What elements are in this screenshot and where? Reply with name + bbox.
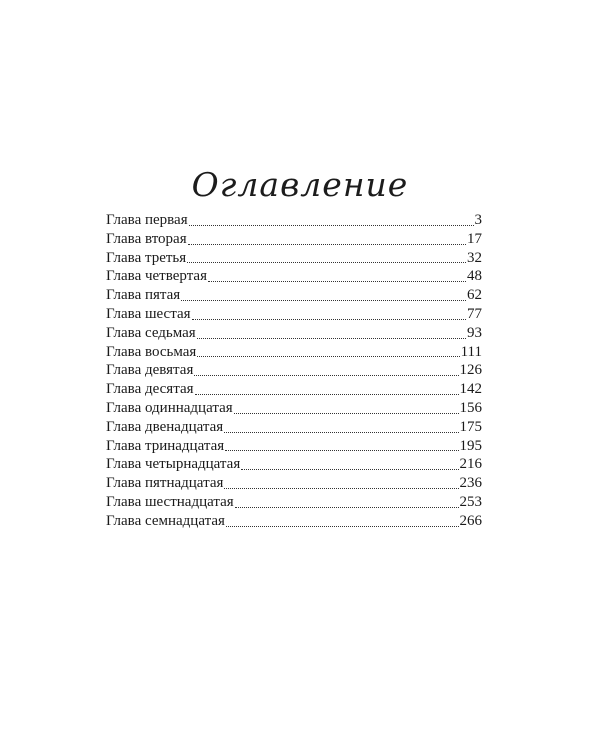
toc-entry-label: Глава восьмая — [106, 343, 197, 360]
toc-entry-label: Глава пятнадцатая — [106, 475, 224, 492]
toc-entry[interactable] — [106, 211, 482, 230]
dot-leader — [197, 356, 459, 357]
dot-leader — [234, 413, 459, 414]
dot-leader — [224, 432, 458, 433]
toc-entry[interactable] — [106, 249, 482, 268]
toc-entry-page: 77 — [467, 305, 482, 322]
dot-leader — [188, 244, 466, 245]
toc-entry-page: 62 — [467, 287, 482, 304]
toc-entry-label: Глава вторая — [106, 230, 187, 247]
dot-leader — [225, 450, 458, 451]
dot-leader — [192, 319, 466, 320]
toc-entry-page: 32 — [467, 249, 482, 266]
toc-entry-page: 48 — [467, 268, 482, 285]
toc-entry[interactable] — [106, 267, 482, 286]
dot-leader — [187, 262, 466, 263]
toc-entry-page: 93 — [467, 324, 482, 341]
toc-entry[interactable] — [106, 512, 482, 531]
dot-leader — [208, 281, 466, 282]
dot-leader — [181, 300, 466, 301]
toc-entry-page: 126 — [459, 362, 482, 379]
dot-leader — [235, 507, 459, 508]
toc-entry-label: Глава третья — [106, 249, 187, 266]
toc-entry-label: Глава седьмая — [106, 324, 196, 341]
toc-entry-page: 111 — [460, 343, 482, 360]
toc-list — [106, 211, 482, 531]
toc-entry[interactable] — [106, 286, 482, 305]
toc-entry[interactable] — [106, 343, 482, 362]
toc-entry-page: 216 — [459, 456, 482, 473]
dot-leader — [197, 338, 466, 339]
toc-entry[interactable] — [106, 380, 482, 399]
dot-leader — [241, 469, 458, 470]
toc-entry-label: Глава шестнадцатая — [106, 493, 234, 510]
toc-entry-label: Глава шестая — [106, 305, 191, 322]
toc-entry-page: 142 — [459, 381, 482, 398]
toc-entry[interactable] — [106, 455, 482, 474]
toc-entry-label: Глава десятая — [106, 381, 194, 398]
toc-entry[interactable] — [106, 230, 482, 249]
toc-entry-label: Глава девятая — [106, 362, 194, 379]
toc-entry[interactable] — [106, 305, 482, 324]
toc-entry[interactable] — [106, 399, 482, 418]
toc-entry-label: Глава первая — [106, 212, 188, 228]
dot-leader — [195, 394, 459, 395]
toc-entry-page: 195 — [459, 437, 482, 454]
toc-entry[interactable] — [106, 324, 482, 343]
toc-entry-page: 253 — [459, 493, 482, 510]
dot-leader — [189, 225, 474, 226]
toc-entry-page: 175 — [459, 418, 482, 435]
toc-entry[interactable] — [106, 474, 482, 493]
toc-entry[interactable] — [106, 437, 482, 456]
toc-entry-page: 3 — [474, 212, 482, 228]
toc-entry[interactable] — [106, 418, 482, 437]
toc-entry[interactable] — [106, 361, 482, 380]
toc-entry-label: Глава семнадцатая — [106, 512, 225, 529]
toc-entry[interactable] — [106, 493, 482, 512]
dot-leader — [194, 375, 458, 376]
toc-entry-label: Глава тринадцатая — [106, 437, 225, 454]
toc-entry-label: Глава четырнадцатая — [106, 456, 241, 473]
toc-entry-label: Глава пятая — [106, 287, 181, 304]
toc-entry-page: 266 — [459, 512, 482, 529]
toc-entry-page: 17 — [467, 230, 482, 247]
toc-entry-label: Глава двенадцатая — [106, 418, 224, 435]
dot-leader — [224, 488, 458, 489]
toc-entry-page: 236 — [459, 475, 482, 492]
toc-entry-label: Глава одиннадцатая — [106, 399, 233, 416]
toc-title: Оглавление — [191, 165, 409, 204]
toc-entry-label: Глава четвертая — [106, 268, 207, 285]
dot-leader — [226, 526, 459, 527]
toc-entry-page: 156 — [459, 399, 482, 416]
